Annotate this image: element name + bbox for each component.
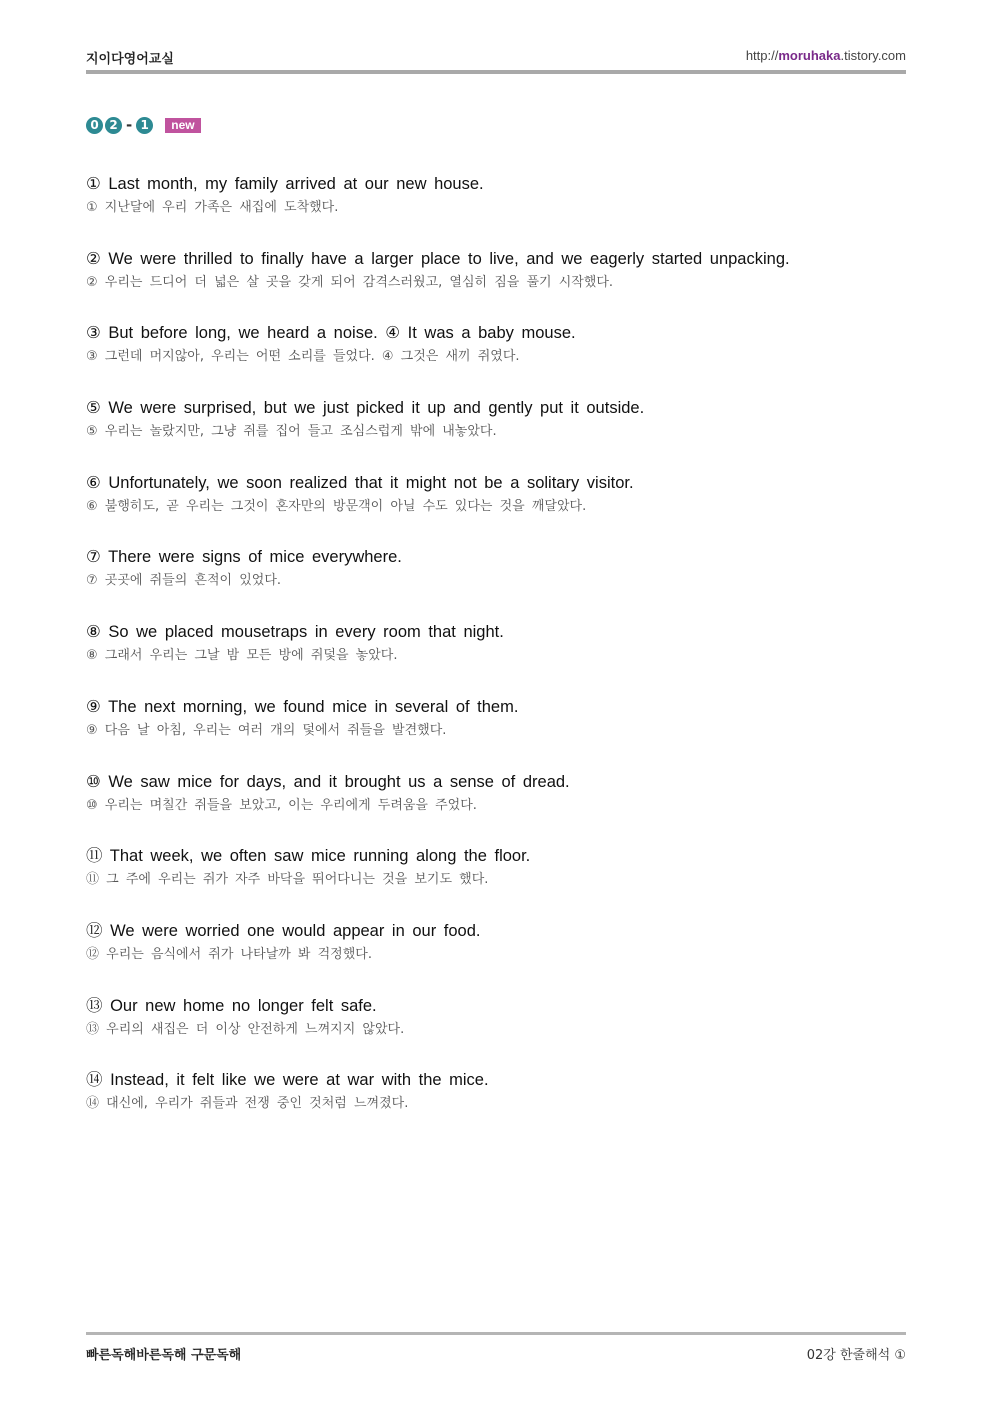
english-sentence: ⑫ We were worried one would appear in our food. [86,921,481,940]
site-url[interactable] [746,48,906,63]
section-dash: - [126,116,133,134]
sentence-item [86,246,916,321]
footer-divider [86,1332,906,1335]
korean-translation: ⑭ 대신에, 우리가 쥐들과 전쟁 중인 것처럼 느껴졌다. [86,1096,409,1112]
sentence-item [86,843,916,918]
url-prefix: http:// [745,48,779,63]
korean-translation: ⑤ 우리는 놀랐지만, 그냥 쥐를 집어 들고 조심스럽게 밖에 내놓았다. [86,424,497,440]
korean-translation: ③ 그런데 머지않아, 우리는 어떤 소리를 들었다. ④ 그것은 새끼 쥐였다. [86,349,520,365]
korean-translation: ⑪ 그 주에 우리는 쥐가 자주 바닥을 뛰어다니는 것을 보기도 했다. [86,872,489,888]
korean-translation: ② 우리는 드디어 더 넓은 살 곳을 갖게 되어 감격스러웠고, 열심히 짐을 풀기 시작했다. [86,274,614,290]
sentence-item [86,619,916,694]
korean-translation: ⑬ 우리의 새집은 더 이상 안전하게 느껴지지 않았다. [86,1021,405,1037]
sentence-item [86,993,916,1068]
new-badge: new [165,118,200,133]
sentence-item [86,395,916,470]
sentence-item [86,171,916,246]
lesson-label: 02강 한줄해석 ① [806,1348,906,1363]
sentence-item [86,1067,916,1142]
sentence-item [86,694,916,769]
sentence-item [86,544,916,619]
section-title [86,114,201,136]
sentence-list [86,171,916,1142]
header-divider [86,70,906,74]
korean-translation: ⑥ 불행히도, 곧 우리는 그것이 혼자만의 방문객이 아닐 수도 있다는 것을 깨달았다. [86,498,587,514]
url-suffix: .tistory.com [840,48,906,63]
english-sentence: ⑬ Our new home no longer felt safe. [86,996,377,1015]
url-host: moruhaka [778,48,841,63]
section-number-circle-3: 1 [136,117,153,134]
english-sentence: ⑧ So we placed mousetraps in every room that night. [86,623,504,642]
korean-translation: ⑧ 그래서 우리는 그날 밤 모든 방에 쥐덫을 놓았다. [86,648,398,664]
page-header [86,44,906,72]
english-sentence: ⑥ Unfortunately, we soon realized that it might not be a solitary visitor. [86,473,634,492]
korean-translation: ⑩ 우리는 며칠간 쥐들을 보았고, 이는 우리에게 두려움을 주었다. [86,797,477,813]
english-sentence: ③ But before long, we heard a noise. ④ It was a baby mouse. [86,324,576,343]
english-sentence: ⑪ That week, we often saw mice running along the floor. [86,847,531,866]
korean-translation: ⑨ 다음 날 아침, 우리는 여러 개의 덫에서 쥐들을 발견했다. [86,722,447,738]
sentence-item [86,470,916,545]
english-sentence: ② We were thrilled to finally have a larger place to live, and we eagerly started unpacking. [86,249,790,268]
book-title: 빠른독해바른독해 구문독해 [86,1348,242,1363]
sentence-item [86,918,916,993]
korean-translation: ⑦ 곳곳에 쥐들의 흔적이 있었다. [86,573,282,589]
english-sentence: ⑨ The next morning, we found mice in several of them. [86,697,519,716]
site-name: 지이다영어교실 [86,52,174,67]
english-sentence: ① Last month, my family arrived at our new house. [86,175,484,193]
section-number-circle-2: 2 [105,117,122,134]
english-sentence: ⑦ There were signs of mice everywhere. [86,548,402,567]
sentence-item [86,320,916,395]
english-sentence: ⑤ We were surprised, but we just picked it up and gently put it outside. [86,399,645,418]
section-number-circle-1: 0 [86,117,103,134]
sentence-item [86,769,916,844]
korean-translation: ⑫ 우리는 음식에서 쥐가 나타날까 봐 걱정했다. [86,946,372,962]
english-sentence: ⑭ Instead, it felt like we were at war with the mice. [86,1071,489,1090]
korean-translation: ① 지난달에 우리 가족은 새집에 도착했다. [86,200,339,215]
english-sentence: ⑩ We saw mice for days, and it brought us a sense of dread. [86,772,570,791]
